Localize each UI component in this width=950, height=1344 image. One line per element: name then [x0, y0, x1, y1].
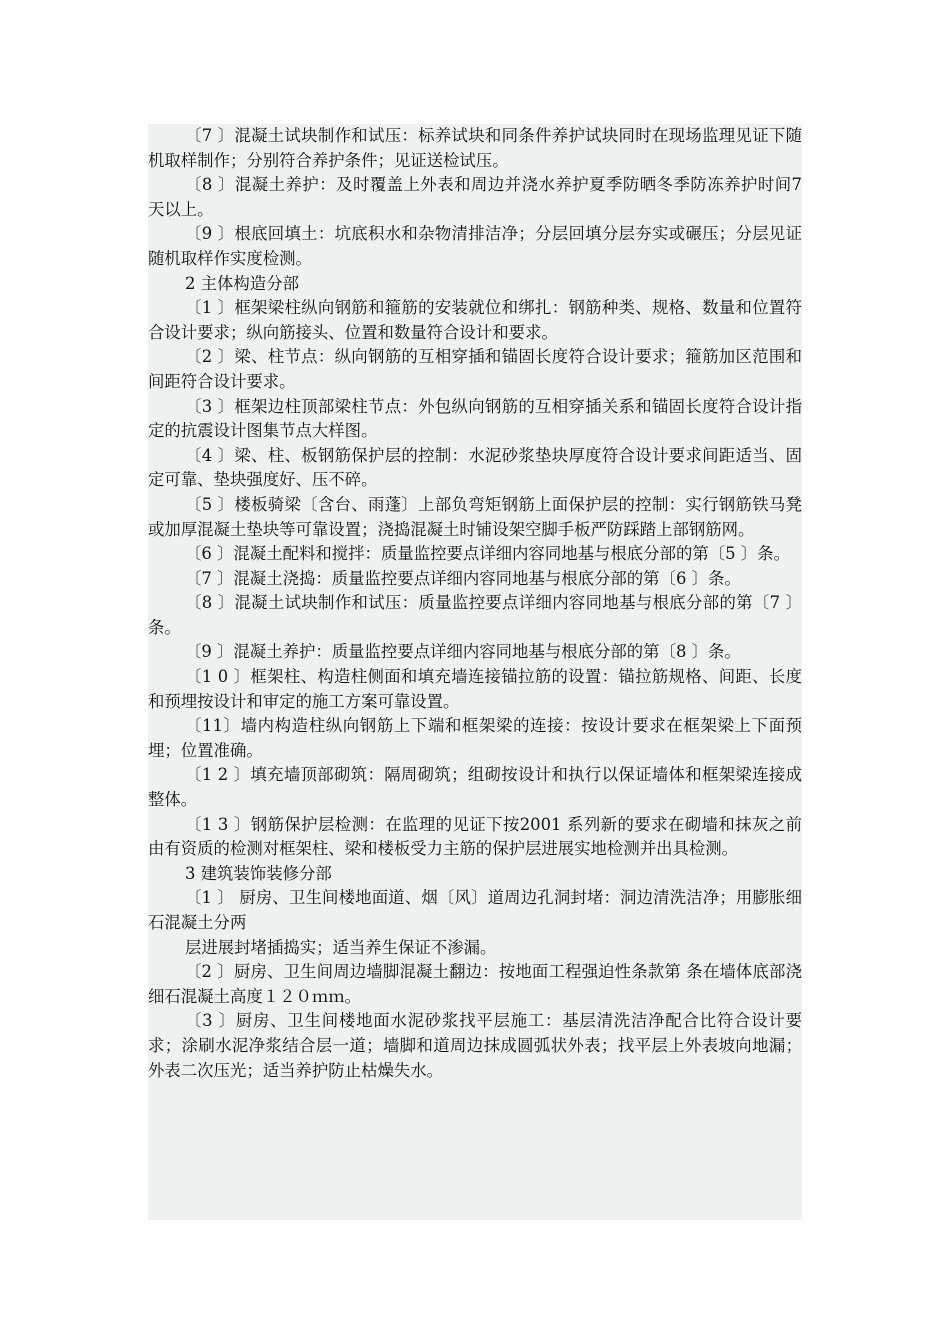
- paragraph-12-infill-wall-top: 〔1 2 〕填充墙顶部砌筑：隔周砌筑；组砌按设计和执行以保证墙体和框架梁连接成整体。: [148, 765, 802, 810]
- paragraph-3-leveling-layer: 〔3 〕厨房、卫生间楼地面水泥砂浆找平层施工：基层清洗洁净配合比符合设计要求；涂刷水泥净浆结合层一道；墙脚和道周边抹成圆弧状外表；找平层上外表坡向地漏；外表二次压光；适当养护防止枯燥失水。: [148, 1011, 802, 1080]
- section-heading-main-structure: 2 主体构造分部: [185, 273, 299, 293]
- paragraph-2-beam-column-joint: 〔2 〕梁、柱节点：纵向钢筋的互相穿插和锚固长度符合设计要求；箍筋加区范围和间距符合设计要求。: [148, 347, 802, 391]
- document-text-block: [148, 124, 802, 1220]
- paragraph-8-test-blocks: 〔8 〕混凝土试块制作和试压：质量监控要点详细内容同地基与根底分部的第〔7 〕条。: [148, 593, 802, 637]
- paragraph-7-concrete-test-blocks: 〔7 〕混凝土试块制作和试压：标养试块和同条件养护试块同时在现场监理见证下随机取样制作；分别符合养护条件；见证送检试压。: [148, 126, 802, 170]
- paragraph-6-concrete-mixing: 〔6 〕混凝土配料和搅拌：质量监控要点详细内容同地基与根底分部的第〔5 〕条。: [185, 544, 790, 564]
- paragraph-13-cover-testing: 〔1 3 〕钢筋保护层检测：在监理的见证下按2001 系列新的要求在砌墙和抹灰之前由有资质的检测对框架柱、梁和楼板受力主筋的保护层进展实地检测并出具检测。: [148, 814, 802, 859]
- paragraph-7-concrete-pouring: 〔7 〕混凝土浇捣：质量监控要点详细内容同地基与根底分部的第〔6 〕条。: [185, 568, 741, 588]
- paragraph-1-hole-sealing: 〔1 〕 厨房、卫生间楼地面道、烟〔风〕道周边孔洞封堵：洞边清洗洁净；用膨胀细石混凝土分两: [148, 888, 802, 932]
- paragraph-1-rebar-installation: 〔1 〕框架梁柱纵向钢筋和箍筋的安装就位和绑扎：钢筋种类、规格、数量和位置符合设计要求；纵向筋接头、位置和数量符合设计和要求。: [148, 298, 802, 342]
- paragraph-10-tie-bars: 〔1 0 〕框架柱、构造柱侧面和填充墙连接锚拉筋的设置：锚拉筋规格、间距、长度和预埋按设计和审定的施工方案可靠设置。: [148, 667, 802, 711]
- paragraph-5-negative-moment-rebar: 〔5 〕楼板骑梁〔含台、雨蓬〕上部负弯矩钢筋上面保护层的控制：实行钢筋铁马凳或加厚混凝土垫块等可靠设置；浇捣混凝土时铺设架空脚手板严防踩踏上部钢筋网。: [148, 494, 802, 539]
- paragraph-2-wall-curb: 〔2 〕厨房、卫生间周边墙脚混凝土翻边：按地面工程强迫性条款第 条在墙体底部浇细石混凝土高度１２０ｍｍ。: [148, 962, 802, 1006]
- paragraph-11-constructional-column: 〔11〕墙内构造柱纵向钢筋上下端和框架梁的连接：按设计要求在框架梁上下面预埋；位置准确。: [148, 716, 802, 760]
- paragraph-1-hole-sealing-continued: 层进展封堵插捣实；适当养生保证不渗漏。: [185, 937, 497, 957]
- paragraph-4-cover-control: 〔4 〕梁、柱、板钢筋保护层的控制：水泥砂浆垫块厚度符合设计要求间距适当、固定可靠、垫块强度好、压不碎。: [148, 445, 802, 490]
- section-heading-decoration: 3 建筑装饰装修分部: [185, 863, 332, 883]
- paragraph-9-backfill: 〔9 〕根底回填土：坑底积水和杂物清排洁净；分层回填分层夯实或碾压；分层见证随机取样作实度检测。: [148, 224, 802, 268]
- paragraph-9-curing: 〔9 〕混凝土养护：质量监控要点详细内容同地基与根底分部的第〔8 〕条。: [185, 642, 741, 662]
- paragraph-3-edge-column-joint: 〔3 〕框架边柱顶部梁柱节点：外包纵向钢筋的互相穿插关系和锚固长度符合设计指定的抗震设计图集节点大样图。: [148, 396, 802, 441]
- paragraph-8-concrete-curing: 〔8 〕混凝土养护：及时覆盖上外表和周边并浇水养护夏季防晒冬季防冻养护时间7 天以上。: [148, 175, 802, 219]
